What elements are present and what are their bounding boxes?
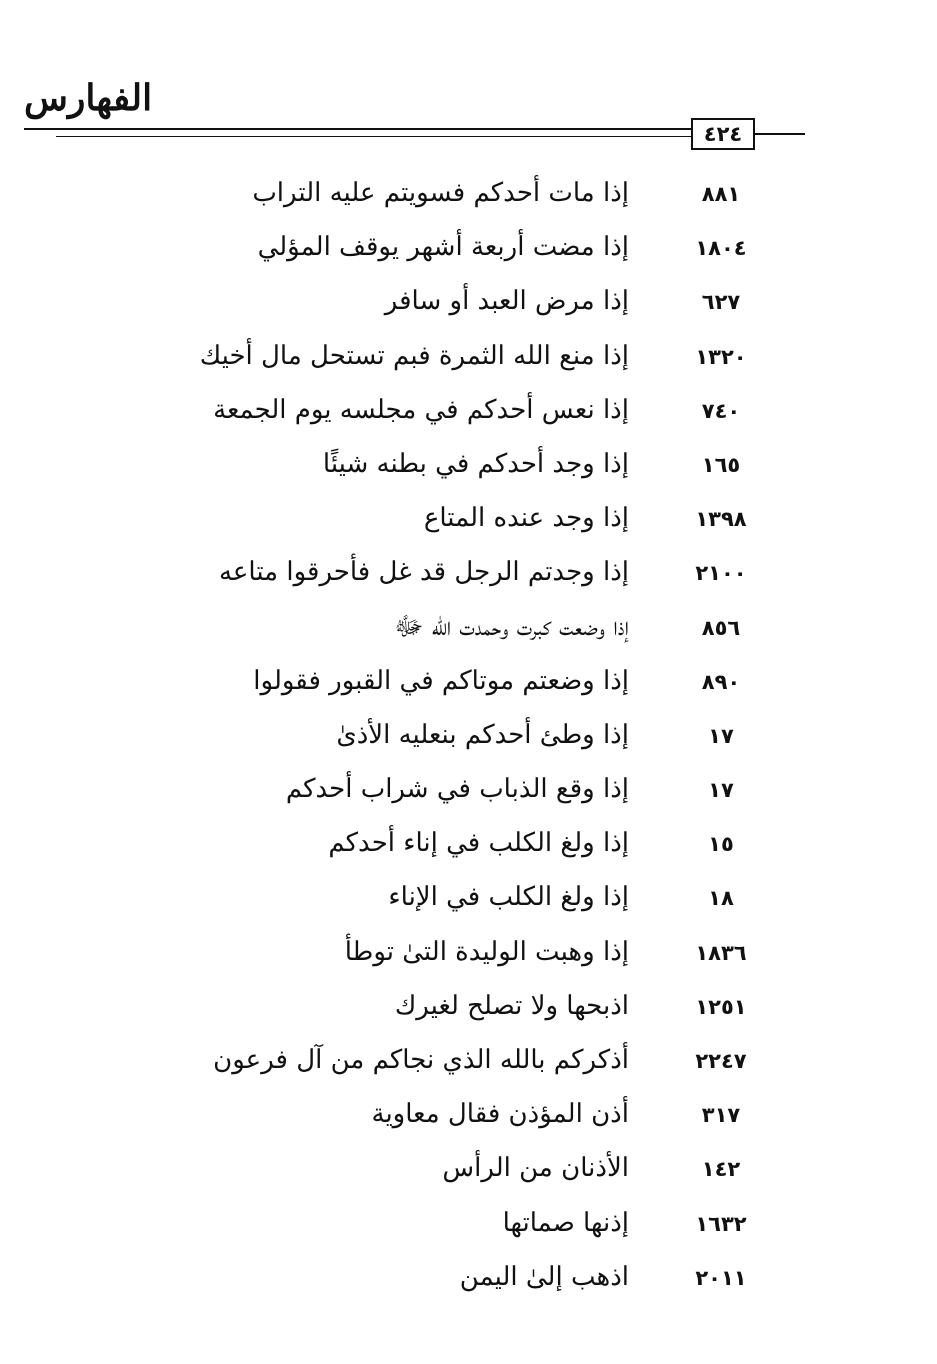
entry-number: ٢١٠٠ (695, 561, 747, 586)
entry-text: الأذنان من الرأس (442, 1153, 629, 1184)
entry-text: إذا وجد أحدكم في بطنه شيئًا (322, 448, 629, 479)
list-item (0, 493, 937, 547)
entry-text: إذا ولغ الكلب في إناء أحدكم (328, 828, 629, 859)
entry-text: إذا نعس أحدكم في مجلسه يوم الجمعة (213, 394, 629, 425)
list-item (0, 872, 937, 926)
entry-number: ١٨٣٦ (695, 940, 747, 965)
entry-text: اذبحها ولا تصلح لغيرك (394, 990, 629, 1021)
entry-text: إذا وجد عنده المتاع (423, 503, 629, 534)
list-item (0, 168, 937, 222)
list-item (0, 1143, 937, 1197)
section-title: الفهارس (24, 77, 153, 119)
page-header (0, 0, 937, 170)
entry-text: اذهب إلىٰ اليمن (459, 1261, 629, 1292)
entry-number: ١٣٢٠ (695, 344, 747, 369)
header-rule-right (755, 133, 805, 135)
entry-number: ١٢٥١ (695, 994, 747, 1019)
entry-number: ٨٥٦ (701, 615, 741, 640)
entry-text: إذا وضعت كبرت وحمدت الله ﷻ (394, 611, 629, 642)
entry-text: إذا منع الله الثمرة فبم تستحل مال أخيك (199, 340, 629, 371)
list-item (0, 927, 937, 981)
list-item (0, 1035, 937, 1089)
entry-text: إذا وضعتم موتاكم في القبور فقولوا (253, 665, 629, 696)
header-rule-top (24, 128, 691, 130)
entry-number: ١٥ (708, 832, 734, 857)
entry-text: أذن المؤذن فقال معاوية (371, 1099, 629, 1130)
list-item (0, 547, 937, 601)
entry-number: ٧٤٠ (701, 398, 741, 423)
entry-number: ١٤٢ (701, 1157, 741, 1182)
entry-number: ٣١٧ (701, 1103, 741, 1128)
list-item (0, 1198, 937, 1252)
list-item (0, 331, 937, 385)
list-item (0, 602, 937, 656)
entry-text: إذا ولغ الكلب في الإناء (388, 882, 629, 913)
entry-number: ١٧ (708, 723, 734, 748)
entry-text: أذكركم بالله الذي نجاكم من آل فرعون (213, 1045, 629, 1075)
entry-number: ١٨٠٤ (695, 236, 747, 261)
entry-number: ٢٢٤٧ (695, 1049, 747, 1073)
entry-number: ٦٢٧ (701, 290, 741, 315)
list-item (0, 385, 937, 439)
entry-number: ٨٩٠ (701, 669, 741, 694)
list-item (0, 981, 937, 1035)
entry-number: ١٧ (708, 778, 734, 803)
entry-text: إذا وهبت الوليدة التىٰ توطأ (344, 936, 629, 967)
entry-text: إذا مات أحدكم فسويتم عليه التراب (252, 178, 629, 208)
entry-text: إذا وقع الذباب في شراب أحدكم (285, 774, 629, 805)
list-item (0, 1252, 937, 1306)
entry-number: ١٨ (708, 886, 734, 911)
entry-number: ١٣٩٨ (695, 507, 747, 532)
entry-number: ١٦٣٢ (695, 1211, 747, 1236)
entry-text: إذا مرض العبد أو سافر (384, 286, 629, 317)
list-item (0, 276, 937, 330)
list-item (0, 1089, 937, 1143)
list-item (0, 222, 937, 276)
list-item (0, 656, 937, 710)
list-item (0, 439, 937, 493)
page-number: ٤٢٤ (691, 118, 755, 150)
entry-number: ٢٠١١ (695, 1265, 747, 1290)
header-rule-bottom (56, 136, 691, 137)
entry-text: إذا وطئ أحدكم بنعليه الأذىٰ (336, 719, 629, 750)
entry-text: إذا وجدتم الرجل قد غل فأحرقوا متاعه (218, 557, 629, 588)
entry-number: ٨٨١ (701, 182, 741, 206)
index-list (0, 168, 937, 1306)
list-item (0, 818, 937, 872)
list-item (0, 764, 937, 818)
list-item (0, 710, 937, 764)
entry-text: إذنها صماتها (502, 1207, 629, 1238)
entry-text: إذا مضت أربعة أشهر يوقف المؤلي (257, 232, 629, 263)
entry-number: ١٦٥ (701, 452, 741, 477)
